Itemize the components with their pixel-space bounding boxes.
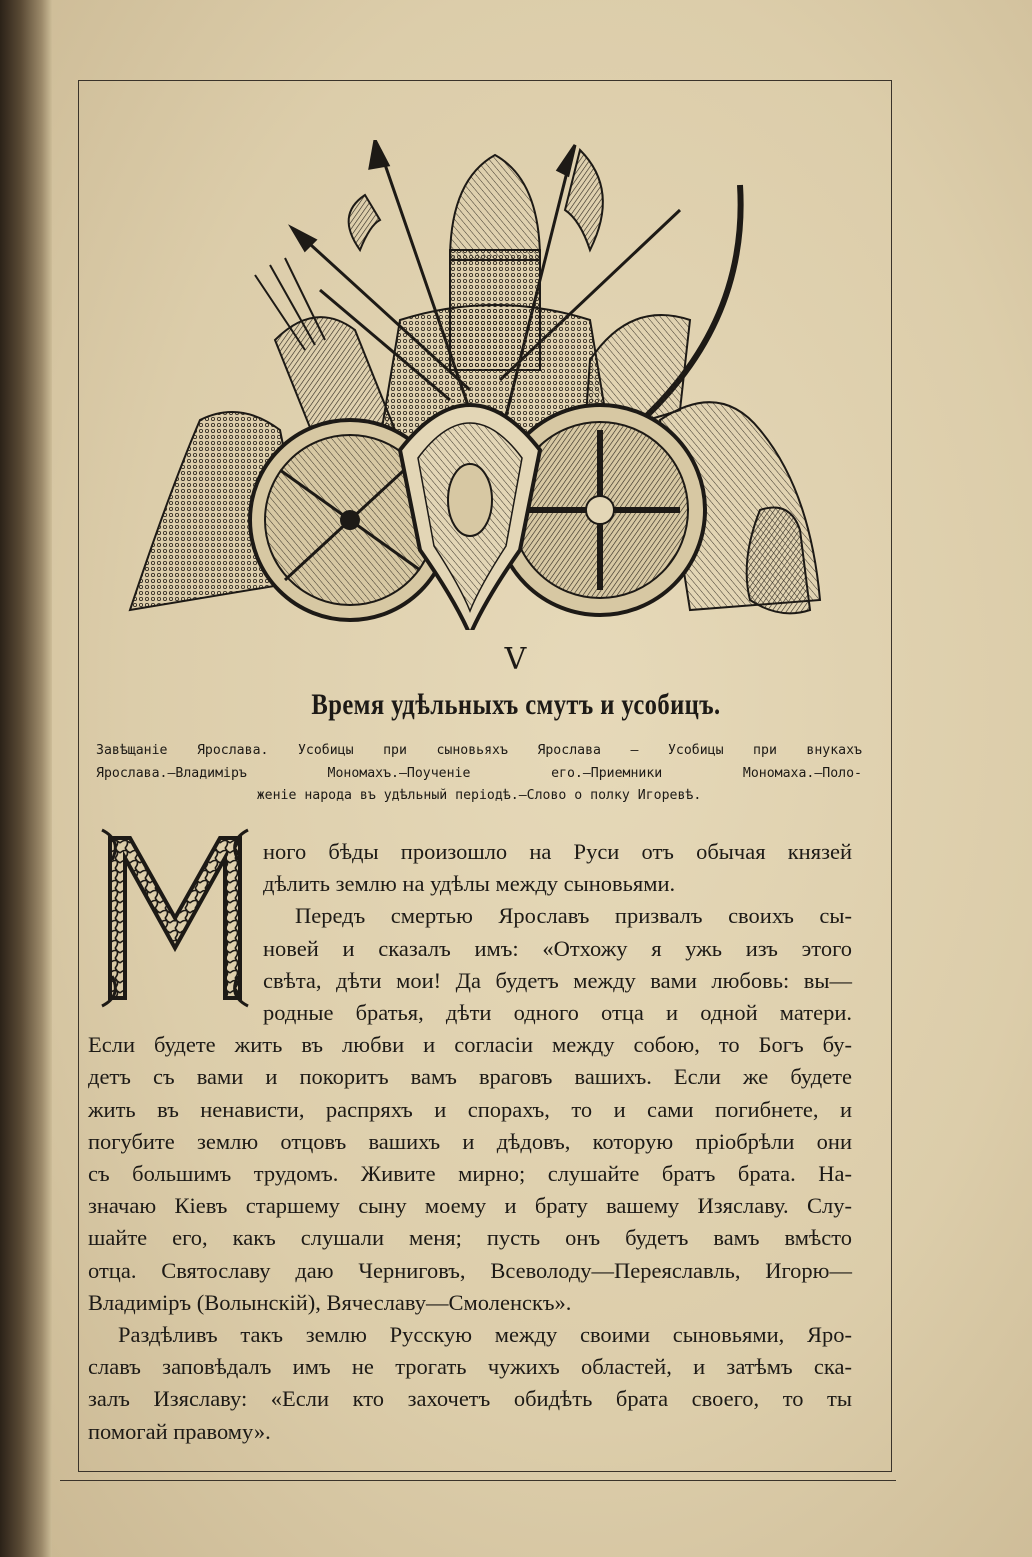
chapter-number: V	[504, 642, 528, 677]
text-line: Передъ смертью Ярославъ призвалъ своихъ сы-	[295, 903, 852, 929]
axe-icon	[349, 195, 380, 250]
book-spine-shadow	[0, 0, 52, 1557]
text-line: ного бѣды произошло на Руси отъ обычая князей	[263, 839, 852, 864]
chapter-summary	[96, 740, 862, 808]
kite-shield-icon	[400, 405, 540, 630]
text-line: погубите землю отцовъ вашихъ и дѣдовъ, которую пріобрѣли они	[88, 1128, 852, 1154]
text-line: съ большимъ трудомъ. Живите мирно; слушайте братъ брата. На-	[88, 1161, 852, 1187]
text-line: залъ Изяславу: «Если кто захочетъ обидѣть брата своего, то ты	[88, 1386, 852, 1412]
text-line: Владиміръ (Волынскій), Вячеславу—Смоленскъ».	[88, 1289, 572, 1315]
text-line: помогай правому».	[88, 1418, 271, 1444]
page-bottom-rule	[60, 1480, 896, 1481]
text-line: шайте его, какъ слушали меня; пусть онъ будетъ вамъ вмѣсто	[88, 1225, 852, 1251]
text-line: жить въ ненависти, распряхъ и спорахъ, то и сами погибнете, и	[88, 1096, 852, 1122]
text-line: отца. Святославу даю Черниговъ, Всеволоду—Переяславль, Игорю—	[88, 1257, 852, 1283]
summary-line: Ярослава.—Владиміръ Мономахъ.—Поученіе его.—Приемники Мономаха.—Поло-	[96, 765, 862, 781]
text-line: родные братья, дѣти одного отца и одной матери.	[263, 1000, 852, 1026]
text-line: новей и сказалъ имъ: «Отхожу я ужь изъ этого	[263, 935, 852, 961]
chapter-body-text	[88, 836, 852, 1448]
text-line: детъ съ вами и покоритъ вамъ враговъ вашихъ. Если же будете	[88, 1064, 852, 1090]
text-line: дѣлить землю на удѣлы между сыновьями.	[263, 871, 676, 897]
text-line: свѣта, дѣти мои! Да будетъ между вами любовь: вы—	[263, 967, 852, 993]
text-line: Если будете жить въ любви и согласіи между собою, то Богъ бу-	[88, 1032, 852, 1058]
chapter-title: Время удѣльныхъ смутъ и усобицъ.	[311, 688, 721, 721]
armor-weapons-engraving	[120, 140, 830, 630]
text-line: значаю Кіевъ старшему сыну моему и брату вашему Изяславу. Слу-	[88, 1193, 852, 1219]
summary-line: Завѣщаніе Ярослава. Усобицы при сыновьяхъ Ярослава — Усобицы при внукахъ	[96, 743, 862, 758]
summary-line: женіе народа въ удѣльный періодѣ.—Слово о полку Игоревѣ.	[256, 788, 702, 803]
text-line: Раздѣливъ такъ землю Русскую между своими сыновьями, Яро-	[118, 1322, 852, 1348]
text-line: славъ заповѣдалъ имъ не трогать чужихъ областей, и затѣмъ ска-	[88, 1354, 852, 1380]
